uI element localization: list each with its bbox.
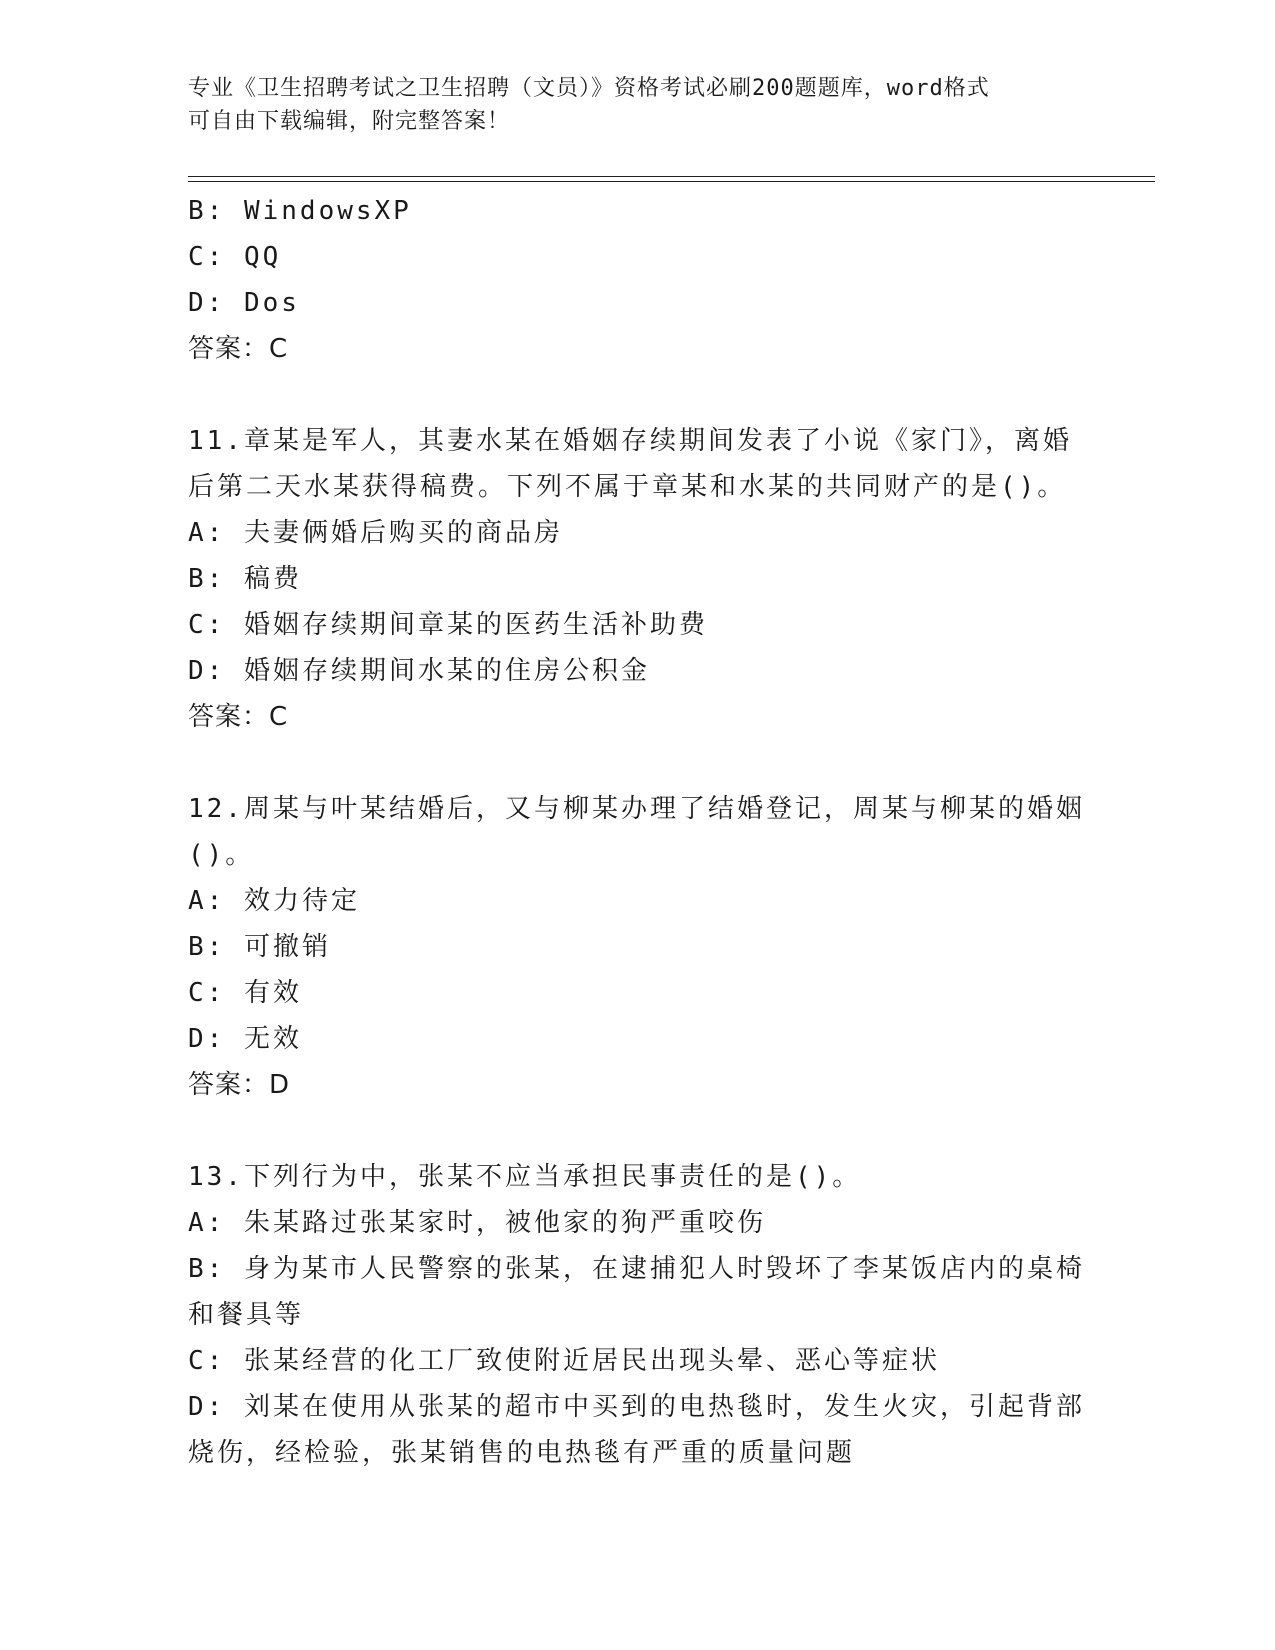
answer: 答案：D	[188, 1070, 291, 1100]
spacer	[188, 1108, 1088, 1154]
option-b: B: WindowsXP	[188, 196, 412, 226]
question-10	[188, 188, 1088, 372]
option-d: D: Dos	[188, 288, 300, 318]
question-stem-continued: 后第二天水某获得稿费。下列不属于章某和水某的共同财产的是()。	[188, 472, 1067, 502]
option-d: D: 刘某在使用从张某的超市中买到的电热毯时，发生火灾，引起背部	[188, 1392, 1085, 1422]
option-b-continued: 和餐具等	[188, 1300, 305, 1330]
question-11	[188, 418, 1088, 740]
option-d: D: 婚姻存续期间水某的住房公积金	[188, 656, 650, 686]
option-c: C: 有效	[188, 978, 302, 1008]
answer: 答案：C	[188, 702, 289, 732]
question-stem: 11.章某是军人，其妻水某在婚姻存续期间发表了小说《家门》，离婚	[188, 426, 1072, 456]
question-stem: 12.周某与叶某结婚后，又与柳某办理了结婚登记，周某与柳某的婚姻	[188, 794, 1085, 824]
option-c: C: QQ	[188, 242, 282, 272]
option-a: A: 朱某路过张某家时，被他家的狗严重咬伤	[188, 1208, 766, 1238]
option-a: A: 效力待定	[188, 886, 360, 916]
answer: 答案：C	[188, 334, 289, 364]
option-a: A: 夫妻俩婚后购买的商品房	[188, 518, 563, 548]
option-b: B: 身为某市人民警察的张某，在逮捕犯人时毁坏了李某饭店内的桌椅	[188, 1254, 1085, 1284]
option-b: B: 稿费	[188, 564, 302, 594]
document-header	[188, 72, 1088, 138]
header-divider-top	[188, 176, 1155, 177]
option-b: B: 可撤销	[188, 932, 331, 962]
option-c: C: 婚姻存续期间章某的医药生活补助费	[188, 610, 708, 640]
header-divider-bottom	[188, 181, 1155, 182]
question-13	[188, 1154, 1088, 1476]
option-d: D: 无效	[188, 1024, 302, 1054]
spacer	[188, 740, 1088, 786]
document-body	[188, 188, 1088, 1476]
question-stem: 13.下列行为中，张某不应当承担民事责任的是()。	[188, 1162, 862, 1192]
header-line-2: 可自由下载编辑，附完整答案！	[188, 109, 511, 134]
question-stem-continued: ()。	[188, 840, 255, 870]
option-c: C: 张某经营的化工厂致使附近居民出现头晕、恶心等症状	[188, 1346, 940, 1376]
header-line-1: 专业《卫生招聘考试之卫生招聘（文员）》资格考试必刷200题题库，word格式	[188, 76, 990, 101]
question-12	[188, 786, 1088, 1108]
spacer	[188, 372, 1088, 418]
option-d-continued: 烧伤，经检验，张某销售的电热毯有严重的质量问题	[188, 1438, 856, 1468]
